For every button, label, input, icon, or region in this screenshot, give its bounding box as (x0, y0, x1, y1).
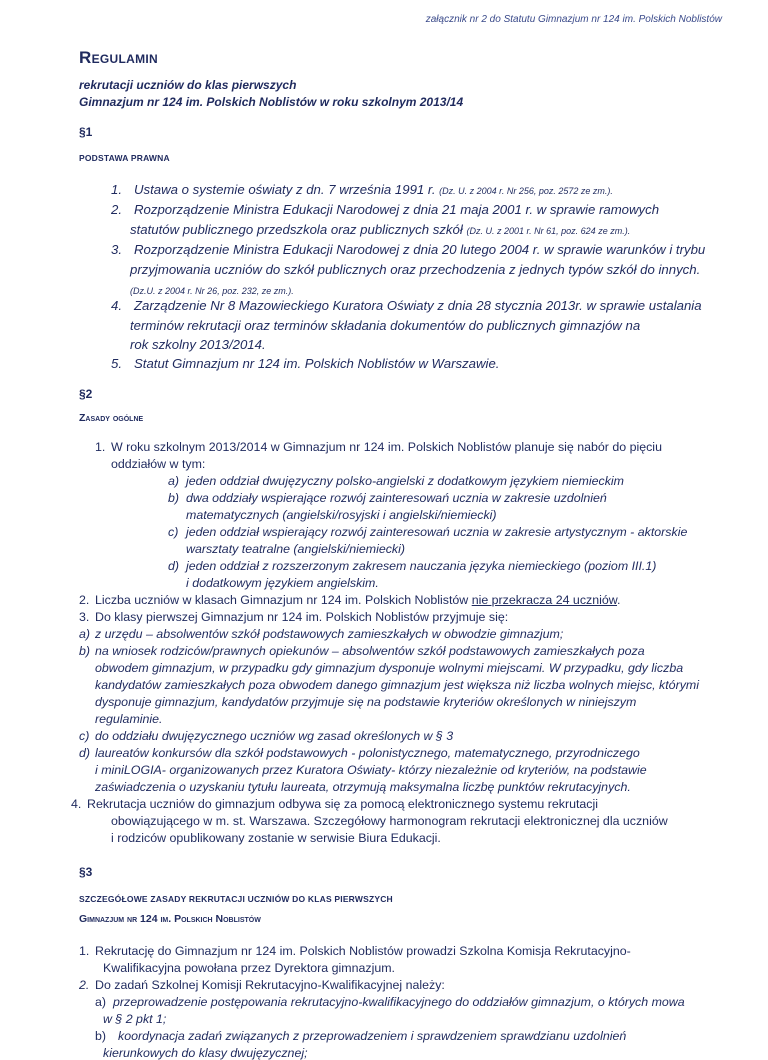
rule-2-1: W roku szkolnym 2013/2014 w Gimnazjum nr 124 im. Polskich Noblistów planuje się nabór do pięciu (111, 440, 662, 454)
rule-2-3c-letter: c) (79, 729, 90, 743)
legal-basis-item-2-cont: statutów publicznego przedszkola oraz publicznych szkół (Dz. U. z 2001 r. Nr 61, poz. 624 ze zm.). (130, 222, 631, 237)
rule-3-2a-cont: w § 2 pkt 1; (103, 1012, 167, 1026)
rule-2-3b-cont: obwodem gimnazjum, w przypadku gdy gimnazjum dysponuje wolnymi miejscami. W przypadku, gdy liczba (95, 661, 684, 675)
rule-2-4-num: 4. (71, 797, 82, 811)
class-limit-underlined: nie przekracza 24 uczniów (471, 593, 618, 607)
rule-3-1: Rekrutację do Gimnazjum nr 124 im. Polskich Noblistów prowadzi Szkolna Komisja Rekrutacyjno- (95, 944, 631, 958)
rule-2-1a: jeden oddział dwujęzyczny polsko-angielski z dodatkowym językiem niemieckim (186, 474, 624, 488)
legal-basis-num-2: 2. (111, 202, 122, 217)
rule-3-2: Do zadań Szkolnej Komisji Rekrutacyjno-Kwalifikacyjnej należy: (95, 978, 445, 992)
section-3-heading: §3 (79, 865, 93, 879)
legal-basis-item-4-cont: terminów rekrutacji oraz terminów składania dokumentów do publicznych gimnazjów na (130, 318, 641, 333)
rule-2-2: Liczba uczniów w klasach Gimnazjum nr 124 im. Polskich Noblistów nie przekracza 24 uczniów. (95, 593, 621, 607)
rule-2-3d-cont2: zaświadczenia o uzyskaniu tytułu laureata, otrzymują maksymalna liczbę punktów rekrutacyjnych. (95, 780, 631, 794)
rule-2-3a: z urzędu – absolwentów szkół podstawowych zamieszkałych w obwodzie gimnazjum; (95, 627, 564, 641)
rule-2-1a-letter: a) (168, 474, 180, 488)
section-2-heading: §2 (79, 387, 93, 401)
document-subtitle: rekrutacji uczniów do klas pierwszych (79, 78, 297, 92)
rule-2-1d: jeden oddział z rozszerzonym zakresem nauczania języka niemieckiego (poziom III.1) (186, 559, 657, 573)
rule-2-3a-letter: a) (79, 627, 91, 641)
rule-2-1b-cont: matematycznych (angielski/rosyjski i angielski/niemiecki) (186, 508, 497, 522)
document-title: Regulamin (79, 48, 158, 67)
rule-2-1b-letter: b) (168, 491, 180, 505)
rule-2-3c: do oddziału dwujęzycznego uczniów wg zasad określonych w § 3 (95, 729, 454, 743)
rule-3-2b-letter: b) (95, 1029, 107, 1043)
rule-3-1-cont: Kwalifikacyjna powołana przez Dyrektora gimnazjum. (103, 961, 395, 975)
rule-2-4-cont: obowiązującego w m. st. Warszawa. Szczegółowy harmonogram rekrutacji elektronicznej dla uczniów (111, 814, 668, 828)
section-3-caption: SZCZEGÓŁOWE ZASADY REKRUTACJI UCZNIÓW DO KLAS PIERWSZYCH (79, 894, 393, 904)
section-1-caption: PODSTAWA PRAWNA (79, 153, 170, 163)
rule-2-3d: laureatów konkursów dla szkół podstawowych - polonistycznego, matematycznego, przyrodniczego (95, 746, 640, 760)
legal-basis-item-2: Rozporządzenie Ministra Edukacji Narodowej z dnia 21 maja 2001 r. w sprawie ramowych (134, 202, 660, 217)
rule-3-2b: koordynacja zadań związanych z przeprowadzeniem i sprawdzeniem sprawdzianu uzdolnień (118, 1029, 627, 1043)
page-header: załącznik nr 2 do Statutu Gimnazjum nr 124 im. Polskich Noblistów (425, 14, 722, 25)
section-1-heading: §1 (79, 125, 93, 139)
rule-3-2a-letter: a) (95, 995, 107, 1009)
rule-3-1-num: 1. (79, 944, 90, 958)
rule-2-3: Do klasy pierwszej Gimnazjum nr 124 im. Polskich Noblistów przyjmuje się: (95, 610, 509, 624)
rule-2-3b-cont2: kandydatów zamieszkałych poza obwodem danego gimnazjum jest większa niż liczba wolnych miejsc, którymi (95, 678, 699, 692)
rule-2-3b-cont4: regulaminie. (95, 712, 163, 726)
legal-basis-num-4: 4. (111, 298, 122, 313)
rule-2-3-num: 3. (79, 610, 90, 624)
legal-basis-num-3: 3. (111, 242, 122, 257)
rule-2-1c-cont: warsztaty teatralne (angielski/niemiecki) (186, 542, 405, 556)
rule-2-1c: jeden oddział wspierający rozwój zainteresowań ucznia w zakresie artystycznym - aktorskie (186, 525, 688, 539)
rule-3-2a: przeprowadzenie postępowania rekrutacyjno-kwalifikacyjnego do oddziałów gimnazjum, o których mowa (113, 995, 685, 1009)
rule-3-2b-cont: kierunkowych do klasy dwujęzycznej; (103, 1046, 308, 1060)
legal-basis-item-4-cont2: rok szkolny 2013/2014. (130, 337, 266, 352)
legal-basis-item-4: Zarządzenie Nr 8 Mazowieckiego Kuratora Oświaty z dnia 28 stycznia 2013r. w sprawie ustalania (134, 298, 702, 313)
rule-2-3b-letter: b) (79, 644, 91, 658)
legal-basis-item-5: Statut Gimnazjum nr 124 im. Polskich Noblistów w Warszawie. (134, 356, 500, 371)
legal-basis-item-3: Rozporządzenie Ministra Edukacji Narodowej z dnia 20 lutego 2004 r. w sprawie warunków i trybu (134, 242, 706, 257)
rule-3-2-num: 2. (79, 978, 90, 992)
legal-basis-item-3-cont: przyjmowania uczniów do szkół publicznych oraz przechodzenia z jednych typów szkół do innych. (130, 262, 701, 277)
legal-basis-num-5: 5. (111, 356, 122, 371)
legal-basis-item-3-ref: (Dz.U. z 2004 r. Nr 26, poz. 232, ze zm.). (130, 286, 294, 296)
rule-2-2-num: 2. (79, 593, 90, 607)
rule-2-1d-cont: i dodatkowym językiem angielskim. (186, 576, 379, 590)
rule-2-3d-cont: i miniLOGIA- organizowanych przez Kuratora Oświaty- którzy niezależnie od kryteriów, na podstawie (95, 763, 647, 777)
rule-2-1d-letter: d) (168, 559, 180, 573)
document-subtitle-2: Gimnazjum nr 124 im. Polskich Noblistów w roku szkolnym 2013/14 (79, 95, 464, 109)
rule-2-3d-letter: d) (79, 746, 91, 760)
rule-2-3b-cont3: dysponuje gimnazjum, kandydatów przyjmuje się na podstawie kryteriów określonych w niniejszym (95, 695, 637, 709)
section-3-caption-2: Gimnazjum nr 124 im. Polskich Noblistów (79, 913, 261, 925)
legal-basis-num-1: 1. (111, 182, 122, 197)
legal-basis-item-1: Ustawa o systemie oświaty z dn. 7 września 1991 r. (Dz. U. z 2004 r. Nr 256, poz. 2572 ze zm.). (134, 182, 613, 197)
rule-2-4: Rekrutacja uczniów do gimnazjum odbywa się za pomocą elektronicznego systemu rekrutacji (87, 797, 599, 811)
rule-2-4-cont2: i rodziców opublikowany zostanie w serwisie Biura Edukacji. (111, 831, 441, 845)
rule-2-1-cont: oddziałów w tym: (111, 457, 206, 471)
section-2-caption: Zasady ogólne (79, 412, 144, 424)
rule-2-1b: dwa oddziały wspierające rozwój zainteresowań ucznia w zakresie uzdolnień (186, 491, 607, 505)
rule-2-3b: na wniosek rodziców/prawnych opiekunów – absolwentów szkół podstawowych zamieszkałych poza (95, 644, 645, 658)
rule-2-1c-letter: c) (168, 525, 179, 539)
rule-2-1-num: 1. (95, 440, 106, 454)
